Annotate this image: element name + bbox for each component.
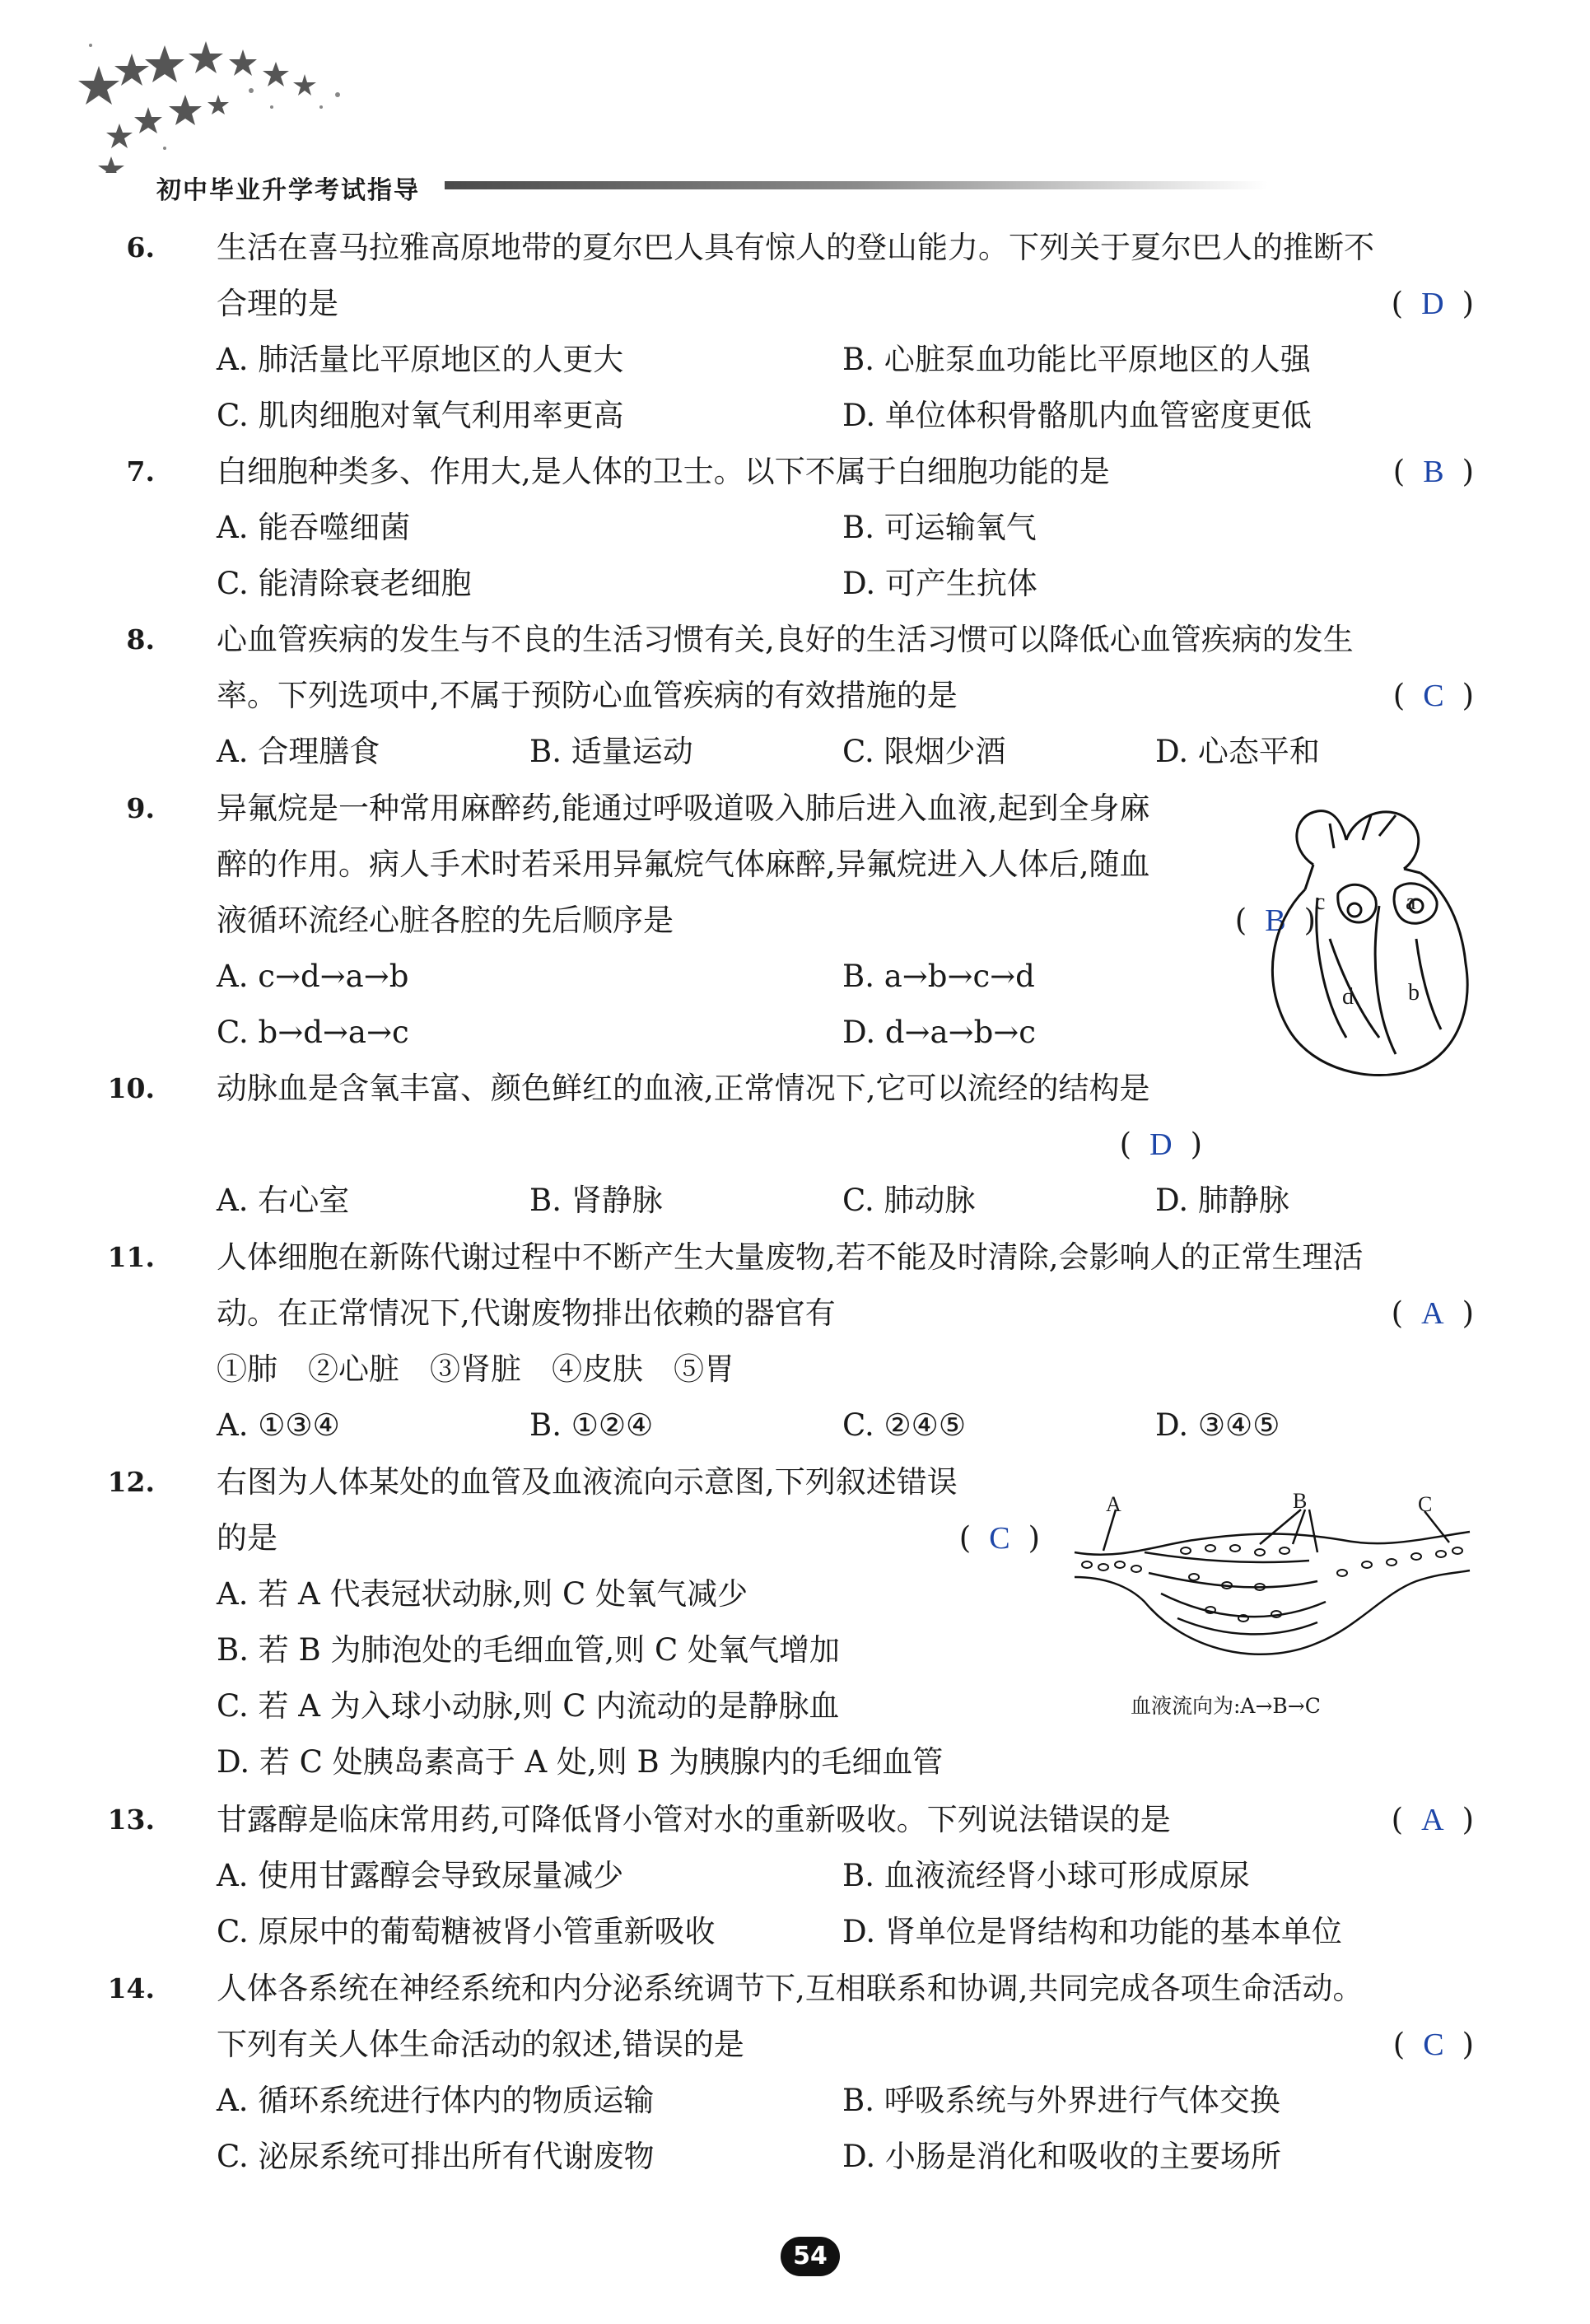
option-b: B. a→b→c→d xyxy=(842,959,1035,994)
option-d: D. 小肠是消化和吸收的主要场所 xyxy=(842,2139,1281,2174)
option-b: B. 若 B 为肺泡处的毛细血管,则 C 处氧气增加 xyxy=(217,1632,841,1668)
question-number: 8. xyxy=(126,623,155,656)
answer-letter: A xyxy=(1421,1803,1444,1837)
stem-line: 合理的是 ( D ) xyxy=(217,276,1474,332)
answer-letter: D xyxy=(1149,1127,1173,1162)
heart-label-c: c xyxy=(1315,889,1326,915)
stem-line: 人体细胞在新陈代谢过程中不断产生大量废物,若不能及时清除,会影响人的正常生理活 xyxy=(217,1239,1364,1275)
option-a: A. 合理膳食 xyxy=(217,734,380,769)
option-d: D. 肾单位是肾结构和功能的基本单位 xyxy=(842,1914,1342,1949)
answer-letter: C xyxy=(1423,679,1444,713)
question-number: 11. xyxy=(107,1241,155,1273)
vessel-label-b: B xyxy=(1293,1489,1308,1513)
question-stem xyxy=(217,444,1474,500)
page-number: 54 xyxy=(781,2237,840,2276)
heart-label-a: a xyxy=(1406,889,1416,915)
stem-line: 甘露醇是临床常用药,可降低肾小管对水的重新吸收。下列说法错误的是 ( A ) xyxy=(217,1792,1474,1848)
stem-line: ①肺 ②心脏 ③肾脏 ④皮肤 ⑤胃 xyxy=(217,1351,734,1387)
question-stem xyxy=(217,1061,1474,1173)
option-b: B. 心脏泵血功能比平原地区的人强 xyxy=(842,342,1311,377)
stem-line: 动。在正常情况下,代谢废物排出依赖的器官有 ( A ) xyxy=(217,1286,1474,1342)
stem-line: 动脉血是含氧丰富、颜色鲜红的血液,正常情况下,它可以流经的结构是 xyxy=(217,1071,1150,1106)
option-c: C. 若 A 为入球小动脉,则 C 内流动的是静脉血 xyxy=(217,1688,840,1724)
question-stem xyxy=(217,220,1474,332)
heart-label-b: b xyxy=(1408,980,1420,1006)
question-number: 6. xyxy=(126,231,155,264)
option-a: A. 右心室 xyxy=(217,1183,350,1218)
option-c: C. 肌肉细胞对氧气利用率更高 xyxy=(217,398,624,433)
answer-bracket: ( B ) xyxy=(1392,454,1474,489)
question-stem xyxy=(217,781,1316,949)
answer-letter: B xyxy=(1423,455,1444,489)
answer-bracket: ( D ) xyxy=(1391,286,1474,321)
answer-bracket: ( C ) xyxy=(1392,2027,1474,2062)
question-7 xyxy=(126,444,1474,612)
stem-line: 心血管疾病的发生与不良的生活习惯有关,良好的生活习惯可以降低心血管疾病的发生 xyxy=(217,622,1354,657)
question-stem xyxy=(217,1792,1474,1848)
option-b: B. 血液流经肾小球可形成原尿 xyxy=(842,1858,1250,1893)
answer-bracket: ( D ) xyxy=(1119,1127,1202,1162)
option-c: C. 肺动脉 xyxy=(842,1183,976,1218)
option-c: C. 限烟少酒 xyxy=(842,734,1006,769)
answer-bracket: ( C ) xyxy=(958,1520,1040,1556)
option-a: A. 循环系统进行体内的物质运输 xyxy=(217,2083,655,2118)
answer-letter: B xyxy=(1265,903,1286,938)
option-d: D. d→a→b→c xyxy=(842,1015,1037,1050)
question-11 xyxy=(107,1230,1474,1454)
options xyxy=(217,724,1474,780)
question-6 xyxy=(126,220,1474,444)
question-stem xyxy=(217,1454,1040,1566)
header-title: 初中毕业升学考试指导 xyxy=(156,176,420,205)
question-13 xyxy=(107,1792,1474,1960)
question-number: 12. xyxy=(107,1466,155,1498)
answer-letter: D xyxy=(1421,287,1444,321)
options xyxy=(217,332,1474,444)
option-d: D. ③④⑤ xyxy=(1155,1407,1280,1443)
options xyxy=(217,2073,1474,2185)
options xyxy=(217,1173,1474,1229)
option-a: A. ①③④ xyxy=(217,1407,340,1443)
option-a: A. 若 A 代表冠状动脉,则 C 处氧气减少 xyxy=(217,1576,748,1612)
answer-bracket: ( A ) xyxy=(1391,1295,1474,1331)
answer-bracket: ( C ) xyxy=(1392,678,1474,713)
stem-line xyxy=(217,1117,1474,1173)
answer-letter: C xyxy=(1423,2028,1444,2062)
option-c: C. 能清除衰老细胞 xyxy=(217,566,472,601)
option-d: D. 肺静脉 xyxy=(1155,1183,1289,1218)
stem-line: 醉的作用。病人手术时若采用异氟烷气体麻醉,异氟烷进入人体后,随血 xyxy=(217,847,1150,882)
blood-vessel-diagram-icon xyxy=(1070,1495,1474,1717)
option-b: B. ①②④ xyxy=(529,1407,654,1443)
question-number: 13. xyxy=(107,1804,155,1836)
options xyxy=(217,500,1474,612)
question-stem xyxy=(217,1230,1474,1398)
question-stem xyxy=(217,1961,1474,2073)
option-a: A. 使用甘露醇会导致尿量减少 xyxy=(217,1858,624,1893)
stem-line: 白细胞种类多、作用大,是人体的卫士。以下不属于白细胞功能的是 ( B ) xyxy=(217,444,1474,500)
question-number: 10. xyxy=(107,1072,155,1104)
option-d: D. 单位体积骨骼肌内血管密度更低 xyxy=(842,398,1312,433)
question-number: 9. xyxy=(126,792,155,824)
answer-bracket: ( B ) xyxy=(1234,903,1316,938)
options xyxy=(217,1848,1474,1960)
vessel-label-a: A xyxy=(1106,1492,1121,1516)
question-10 xyxy=(107,1061,1474,1229)
option-a: A. 能吞噬细菌 xyxy=(217,510,411,545)
option-d: D. 可产生抗体 xyxy=(842,566,1037,601)
vessel-caption: 血液流向为:A→B→C xyxy=(1131,1694,1321,1718)
option-c: C. 泌尿系统可排出所有代谢废物 xyxy=(217,2139,655,2174)
vessel-label-c: C xyxy=(1418,1492,1433,1516)
stem-line: 液循环流经心脏各腔的先后顺序是 ( B ) xyxy=(217,893,1316,949)
heart-label-d: d xyxy=(1342,984,1354,1010)
option-c: C. 原尿中的葡萄糖被肾小管重新吸收 xyxy=(217,1914,716,1949)
option-b: B. 呼吸系统与外界进行气体交换 xyxy=(842,2083,1280,2118)
answer-bracket: ( A ) xyxy=(1391,1802,1474,1837)
stem-line: 下列有关人体生命活动的叙述,错误的是 ( C ) xyxy=(217,2017,1474,2073)
question-number: 14. xyxy=(107,1972,155,2004)
question-stem xyxy=(217,612,1474,724)
option-b: B. 肾静脉 xyxy=(529,1183,663,1218)
option-d: D. 心态平和 xyxy=(1155,734,1320,769)
stem-line: 率。下列选项中,不属于预防心血管疾病的有效措施的是 ( C ) xyxy=(217,668,1474,724)
question-number: 7. xyxy=(126,455,155,488)
option-b: B. 适量运动 xyxy=(529,734,693,769)
option-a: A. c→d→a→b xyxy=(217,959,409,994)
option-c: C. b→d→a→c xyxy=(217,1015,409,1050)
options xyxy=(217,1398,1474,1454)
stem-line: 异氟烷是一种常用麻醉药,能通过呼吸道吸入肺后进入血液,起到全身麻 xyxy=(217,791,1150,826)
question-14 xyxy=(107,1961,1474,2185)
stem-line: 生活在喜马拉雅高原地带的夏尔巴人具有惊人的登山能力。下列关于夏尔巴人的推断不 xyxy=(217,230,1374,265)
stem-line: 右图为人体某处的血管及血液流向示意图,下列叙述错误 xyxy=(217,1464,958,1500)
option-d: D. 若 C 处胰岛素高于 A 处,则 B 为胰腺内的毛细血管 xyxy=(217,1744,944,1780)
heart-diagram-icon xyxy=(1256,799,1478,1083)
question-8 xyxy=(126,612,1474,780)
option-b: B. 可运输氧气 xyxy=(842,510,1037,545)
answer-letter: A xyxy=(1421,1296,1444,1331)
stem-line: 人体各系统在神经系统和内分泌系统调节下,互相联系和协调,共同完成各项生命活动。 xyxy=(217,1971,1364,2006)
option-c: C. ②④⑤ xyxy=(842,1407,967,1443)
stem-line: 的是 ( C ) xyxy=(217,1510,1040,1566)
answer-letter: C xyxy=(989,1521,1010,1556)
option-a: A. 肺活量比平原地区的人更大 xyxy=(217,342,624,377)
